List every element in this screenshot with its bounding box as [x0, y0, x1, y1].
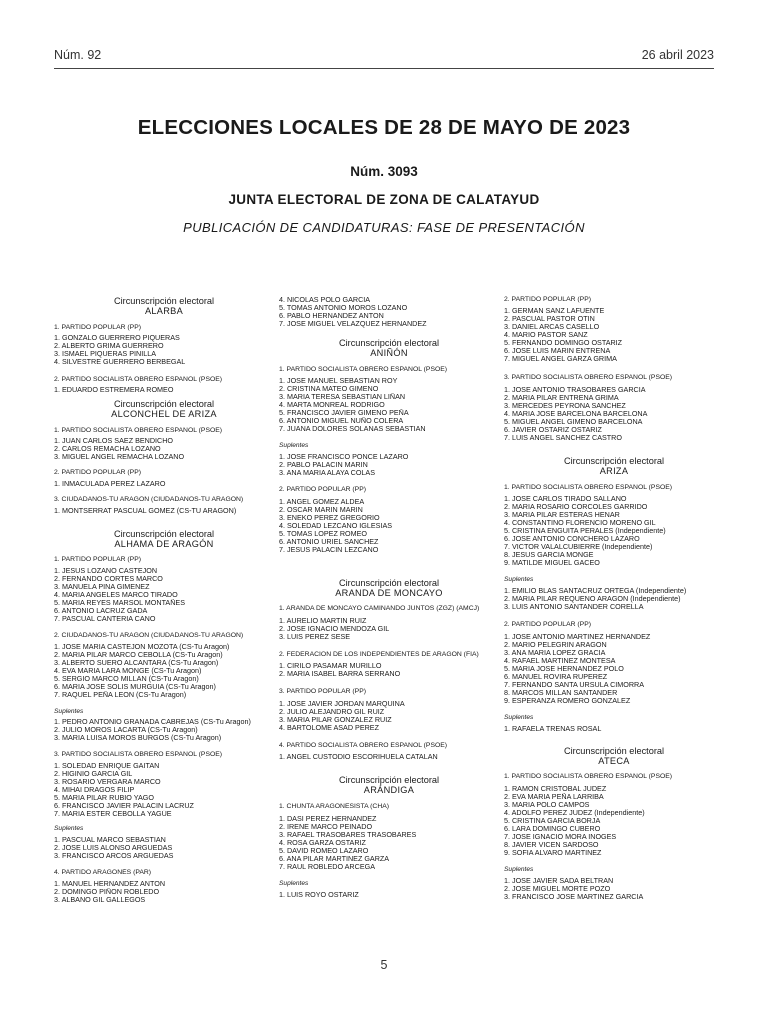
candidate-item: 3. FRANCISCO JOSE MARTINEZ GARCIA	[504, 893, 644, 901]
circunscripcion-label: Circunscripción electoral	[338, 578, 440, 588]
party-name: 2. FEDERACION DE LOS INDEPENDIENTES DE ARAGÓN (FIA)	[279, 651, 479, 658]
candidate-item: 5. FRANCISCO JAVIER GIMENO PEÑA	[279, 409, 409, 417]
candidate-item: 1. JOSE MARIA CASTEJON MOZOTA (CS-Tu Aragon)	[54, 643, 230, 651]
candidate-item: 2. MARIA ISABEL BARRA SERRANO	[279, 670, 401, 678]
party-name: 1. PARTIDO POPULAR (PP)	[54, 324, 141, 331]
candidate-item: 1. GONZALO GUERRERO PIQUERAS	[54, 334, 180, 342]
candidate-item: 3. MARIA PILAR ESTERAS HENAR	[504, 511, 620, 519]
municipality-name: ALCONCHEL DE ARIZA	[111, 409, 217, 419]
candidate-item: 3. MARIA PILAR GONZALEZ RUIZ	[279, 716, 392, 724]
candidate-item: 2. OSCAR MARIN MARIN	[279, 506, 363, 514]
candidate-item: 7. JESUS PALACIN LEZCANO	[279, 546, 379, 554]
candidate-item: 4. RAFAEL MARTINEZ MONTESA	[504, 657, 616, 665]
circunscripcion-heading	[54, 529, 274, 549]
candidate-item: 8. JESUS GARCIA MONGE	[504, 551, 594, 559]
candidate-item: 7. LUIS ANGEL SANCHEZ CASTRO	[504, 434, 622, 442]
candidate-item: 9. MATILDE MIGUEL GACEO	[504, 559, 600, 567]
party-name: 1. PARTIDO SOCIALISTA OBRERO ESPAÑOL (PSOE)	[504, 773, 673, 780]
candidate-item: 2. MARIO PELEGRIN ARAGON	[504, 641, 607, 649]
municipality-name: ARANDA DE MONCAYO	[335, 588, 443, 598]
circunscripcion-label: Circunscripción electoral	[113, 529, 215, 539]
candidate-item: 3. ROSARIO VERGARA MARCO	[54, 778, 161, 786]
candidate-item: 3. MERCEDES PEYRONA SANCHEZ	[504, 402, 626, 410]
page-number: 5	[380, 958, 388, 972]
candidate-item: 6. JAVIER OSTARIZ OSTARIZ	[504, 426, 602, 434]
candidate-item: 2. MARIA PILAR MARCO CEBOLLA (CS-Tu Aragon)	[54, 651, 223, 659]
party-name: 3. PARTIDO POPULAR (PP)	[279, 688, 366, 695]
candidate-item: 1. JOSE ANTONIO MARTINEZ HERNANDEZ	[504, 633, 651, 641]
candidate-item: 4. SOLEDAD LEZCANO IGLESIAS	[279, 522, 393, 530]
suplentes-label: Suplentes	[504, 576, 534, 583]
candidate-item: 1. EMILIO BLAS SANTACRUZ ORTEGA (Independiente)	[504, 587, 687, 595]
party-name: 4. PARTIDO ARAGONÉS (PAR)	[54, 869, 152, 876]
candidate-item: 5. TOMAS ANTONIO MOROS LOZANO	[279, 304, 408, 312]
party-name: 1. PARTIDO SOCIALISTA OBRERO ESPAÑOL (PSOE)	[504, 484, 673, 491]
candidate-item: 2. CARLOS REMACHA LOZANO	[54, 445, 161, 453]
party-name: 3. PARTIDO SOCIALISTA OBRERO ESPAÑOL (PSOE)	[54, 751, 223, 758]
circunscripcion-label: Circunscripción electoral	[563, 456, 665, 466]
party-name: 2. PARTIDO POPULAR (PP)	[279, 486, 366, 493]
candidate-item: 7. JOSE MIGUEL VELAZQUEZ HERNANDEZ	[279, 320, 427, 328]
candidate-item: 5. DAVID ROMEO LAZARO	[279, 847, 369, 855]
candidate-item: 5. TOMAS LOPEZ ROMEO	[279, 530, 368, 538]
candidate-item: 4. BARTOLOME ASAD PEREZ	[279, 724, 379, 732]
party-name: 2. PARTIDO POPULAR (PP)	[504, 296, 591, 303]
candidate-item: 1. ANGEL GOMEZ ALDEA	[279, 498, 365, 506]
candidate-item: 1. AURELIO MARTIN RUIZ	[279, 617, 367, 625]
municipality-name: ALHAMA DE ARAGÓN	[114, 539, 214, 549]
candidate-item: 3. LUIS PEREZ SESE	[279, 633, 351, 641]
publication-subtitle: PUBLICACIÓN DE CANDIDATURAS: FASE DE PRESENTACIÓN	[183, 220, 585, 235]
candidate-item: 1. GERMAN SANZ LAFUENTE	[504, 307, 605, 315]
candidate-item: 1. JOSE FRANCISCO PONCE LAZARO	[279, 453, 409, 461]
candidate-item: 2. JOSE IGNACIO MENDOZA GIL	[279, 625, 390, 633]
candidate-item: 8. MARCOS MILLAN SANTANDER	[504, 689, 618, 697]
candidate-item: 2. MARIA PILAR REQUENO ARAGON (Independiente)	[504, 595, 681, 603]
candidate-item: 1. EDUARDO ESTREMERA ROMEO	[54, 386, 174, 394]
candidate-item: 2. JOSE MIGUEL MORTE POZO	[504, 885, 611, 893]
circunscripcion-label: Circunscripción electoral	[563, 746, 665, 756]
candidate-item: 3. DANIEL ARCAS CASELLO	[504, 323, 600, 331]
document-title: ELECCIONES LOCALES DE 28 DE MAYO DE 2023	[137, 116, 631, 139]
candidate-item: 5. CRISTINA ENGUITA PERALES (Independiente)	[504, 527, 666, 535]
candidate-item: 2. PABLO PALACIN MARIN	[279, 461, 368, 469]
circunscripcion-label: Circunscripción electoral	[338, 775, 440, 785]
candidate-item: 4. CONSTANTINO FLORENCIO MORENO GIL	[504, 519, 656, 527]
circunscripcion-heading	[279, 775, 499, 795]
candidate-item: 1. MONTSERRAT PASCUAL GOMEZ (CS-TU ARAGON)	[54, 507, 237, 515]
municipality-name: ATECA	[598, 756, 630, 766]
party-name: 1. PARTIDO POPULAR (PP)	[54, 556, 141, 563]
candidate-item: 3. ALBANO GIL GALLEGOS	[54, 896, 146, 904]
party-name: 2. PARTIDO SOCIALISTA OBRERO ESPAÑOL (PSOE)	[54, 376, 223, 383]
circunscripcion-heading	[504, 746, 724, 766]
candidate-item: 5. MARIA PILAR RUBIO YAGO	[54, 794, 154, 802]
candidate-item: 4. EVA MARIA LARA MONGE (CS-Tu Aragon)	[54, 667, 202, 675]
candidate-item: 5. SERGIO MARCO MILLAN (CS-Tu Aragon)	[54, 675, 199, 683]
candidate-item: 6. ANTONIO LACRUZ GADA	[54, 607, 148, 615]
candidate-item: 2. PASCUAL PASTOR OTIN	[504, 315, 595, 323]
candidate-item: 1. PEDRO ANTONIO GRANADA CABREJAS (CS-Tu Aragon)	[54, 718, 251, 726]
candidate-item: 5. CRISTINA GARCIA BORJA	[504, 817, 601, 825]
document-number: Núm. 3093	[350, 164, 418, 179]
junta-heading: JUNTA ELECTORAL DE ZONA DE CALATAYUD	[228, 192, 540, 207]
header-divider	[54, 68, 714, 69]
circunscripcion-heading	[54, 399, 274, 419]
candidate-item: 2. MARIA PILAR ENTRENA GRIMA	[504, 394, 619, 402]
candidate-item: 3. ALBERTO SUERO ALCANTARA (CS-Tu Aragon)	[54, 659, 219, 667]
candidate-item: 8. JAVIER VICEN SARDOSO	[504, 841, 599, 849]
candidate-item: 6. JOSE LUIS MARIN ENTRENA	[504, 347, 611, 355]
candidate-item: 2. CRISTINA MATEO GIMENO	[279, 385, 379, 393]
party-name: 1. ARANDA DE MONCAYO CAMINANDO JUNTOS (ZGZ) (AMCJ)	[279, 605, 480, 612]
candidate-item: 2. MARIA ROSARIO CORCOLES GARRIDO	[504, 503, 648, 511]
candidate-item: 5. MARIA JOSE HERNANDEZ POLO	[504, 665, 624, 673]
candidate-item: 1. JOSE MANUEL SEBASTIAN ROY	[279, 377, 398, 385]
suplentes-label: Suplentes	[54, 708, 84, 715]
candidate-item: 1. JOSE CARLOS TIRADO SALLANO	[504, 495, 627, 503]
candidate-item: 1. CIRILO PASAMAR MURILLO	[279, 662, 382, 670]
candidate-item: 4. MARTA MONREAL RODRIGO	[279, 401, 385, 409]
candidate-item: 2. HIGINIO GARCIA GIL	[54, 770, 133, 778]
candidate-item: 6. LARA DOMINGO CUBERO	[504, 825, 601, 833]
suplentes-label: Suplentes	[279, 442, 309, 449]
candidate-item: 3. MANUELA PINA GIMENEZ	[54, 583, 150, 591]
candidate-item: 3. ISMAEL PIQUERAS PINILLA	[54, 350, 156, 358]
candidate-item: 1. RAMON CRISTOBAL JUDEZ	[504, 785, 607, 793]
candidate-item: 6. FRANCISCO JAVIER PALACIN LACRUZ	[54, 802, 194, 810]
candidate-item: 1. JUAN CARLOS SAEZ BENDICHO	[54, 437, 174, 445]
candidate-item: 6. ANA PILAR MARTINEZ GARZA	[279, 855, 390, 863]
party-name: 2. PARTIDO POPULAR (PP)	[504, 621, 591, 628]
candidate-item: 3. MARIA TERESA SEBASTIAN LIÑAN	[279, 393, 406, 401]
circunscripcion-label: Circunscripción electoral	[113, 296, 215, 306]
candidate-item: 1. JOSE JAVIER JORDAN MARQUINA	[279, 700, 405, 708]
header-number: Núm. 92	[54, 48, 102, 62]
party-name: 3. PARTIDO SOCIALISTA OBRERO ESPAÑOL (PSOE)	[504, 374, 673, 381]
suplentes-label: Suplentes	[54, 825, 84, 832]
candidate-item: 3. MARIA LUISA MOROS BURGOS (CS-Tu Aragon)	[54, 734, 222, 742]
suplentes-label: Suplentes	[504, 714, 534, 721]
candidate-item: 2. EVA MARIA PEÑA LARRIBA	[504, 793, 604, 801]
candidate-item: 4. MARIO PASTOR SANZ	[504, 331, 588, 339]
candidate-item: 4. MARIA JOSE BARCELONA BARCELONA	[504, 410, 648, 418]
party-name: 2. PARTIDO POPULAR (PP)	[54, 469, 141, 476]
candidate-item: 1. LUIS ROYO OSTARIZ	[279, 891, 359, 899]
party-name: 2. CIUDADANOS-TÚ ARAGÓN (CIUDADANOS-TÚ ARAGÓN)	[54, 632, 244, 639]
party-name: 3. CIUDADANOS-TÚ ARAGÓN (CIUDADANOS-TÚ ARAGÓN)	[54, 496, 244, 503]
candidate-item: 7. VICTOR VALALCUBIERRE (Independiente)	[504, 543, 653, 551]
candidate-item: 6. ANTONIO MIGUEL NUÑO COLERA	[279, 417, 404, 425]
candidate-item: 1. RAFAELA TRENAS ROSAL	[504, 725, 602, 733]
candidate-item: 3. LUIS ANTONIO SANTANDER CORELLA	[504, 603, 644, 611]
suplentes-label: Suplentes	[279, 880, 309, 887]
party-name: 1. PARTIDO SOCIALISTA OBRERO ESPAÑOL (PSOE)	[279, 366, 448, 373]
party-name: 1. PARTIDO SOCIALISTA OBRERO ESPAÑOL (PSOE)	[54, 427, 223, 434]
candidate-item: 1. MANUEL HERNANDEZ ANTON	[54, 880, 166, 888]
candidate-item: 5. MIGUEL ANGEL GIMENO BARCELONA	[504, 418, 643, 426]
candidate-item: 4. ADOLFO PEREZ JUDEZ (Independiente)	[504, 809, 645, 817]
candidate-item: 6. MANUEL ROVIRA RUPEREZ	[504, 673, 608, 681]
candidate-item: 2. FERNANDO CORTES MARCO	[54, 575, 163, 583]
candidate-item: 5. MARIA REYES MARSOL MONTAÑES	[54, 599, 185, 607]
candidate-item: 9. SOFIA ALVARO MARTINEZ	[504, 849, 602, 857]
party-name: 4. PARTIDO SOCIALISTA OBRERO ESPAÑOL (PSOE)	[279, 742, 448, 749]
candidate-item: 3. MARIA POLO CAMPOS	[504, 801, 590, 809]
candidate-item: 6. ANTONIO URIEL SANCHEZ	[279, 538, 379, 546]
candidate-item: 2. IRENE MARCO PEINADO	[279, 823, 373, 831]
candidate-item: 1. JESUS LOZANO CASTEJON	[54, 567, 158, 575]
candidate-item: 2. JOSE LUIS ALONSO ARGUEDAS	[54, 844, 173, 852]
candidate-item: 7. MIGUEL ANGEL GARZA GRIMA	[504, 355, 617, 363]
candidate-item: 7. PASCUAL CANTERIA CANO	[54, 615, 156, 623]
candidate-item: 7. MARIA ESTER CEBOLLA YAGÜE	[54, 810, 172, 818]
candidate-item: 7. JOSE IGNACIO MORA INOGES	[504, 833, 617, 841]
suplentes-label: Suplentes	[504, 866, 534, 873]
candidate-item: 3. ENEKO PEREZ GREGORIO	[279, 514, 380, 522]
candidate-item: 4. SILVESTRE GUERRERO BERBEGAL	[54, 358, 186, 366]
municipality-name: ALARBA	[144, 306, 184, 316]
municipality-name: ARIZA	[599, 466, 629, 476]
municipality-name: ANIÑÓN	[370, 348, 408, 358]
circunscripcion-heading	[54, 296, 274, 316]
candidate-item: 1. JOSE JAVIER SADA BELTRAN	[504, 877, 614, 885]
candidate-item: 1. INMACULADA PEREZ LAZARO	[54, 480, 166, 488]
candidate-item: 3. ANA MARIA LOPEZ GRACIA	[504, 649, 606, 657]
candidate-item: 1. SOLEDAD ENRIQUE GAITAN	[54, 762, 160, 770]
candidate-item: 7. RAUL ROBLEDO ARCEGA	[279, 863, 375, 871]
candidate-item: 3. MIGUEL ANGEL REMACHA LOZANO	[54, 453, 185, 461]
candidate-item: 4. NICOLAS POLO GARCIA	[279, 296, 371, 304]
candidate-item: 2. ALBERTO GRIMA GUERRERO	[54, 342, 164, 350]
candidate-item: 5. FERNANDO DOMINGO OSTARIZ	[504, 339, 623, 347]
candidate-item: 7. RAQUEL PEÑA LEON (CS-Tu Aragon)	[54, 691, 187, 699]
candidate-item: 3. ANA MARIA ALAYA COLAS	[279, 469, 376, 477]
candidate-item: 1. DASI PEREZ HERNANDEZ	[279, 815, 377, 823]
circunscripcion-heading	[279, 578, 499, 598]
candidate-item: 4. ROSA GARZA OSTARIZ	[279, 839, 366, 847]
header-date: 26 abril 2023	[641, 48, 714, 62]
candidate-item: 1. ANGEL CUSTODIO ESCORIHUELA CATALAN	[279, 753, 438, 761]
candidate-item: 3. RAFAEL TRASOBARES TRASOBARES	[279, 831, 417, 839]
candidate-item: 4. MARIA ANGELES MARCO TIRADO	[54, 591, 178, 599]
candidate-item: 3. FRANCISCO ARCOS ARGUEDAS	[54, 852, 174, 860]
candidate-item: 7. FERNANDO SANTA URSULA CIMORRA	[504, 681, 645, 689]
municipality-name: ARÁNDIGA	[363, 785, 415, 795]
circunscripcion-label: Circunscripción electoral	[338, 338, 440, 348]
candidate-item: 2. JULIO MOROS LACARTA (CS-Tu Aragon)	[54, 726, 198, 734]
circunscripcion-heading	[279, 338, 499, 358]
candidate-item: 2. JULIO ALEJANDRO GIL RUIZ	[279, 708, 385, 716]
candidate-item: 6. MARIA JOSE SOLIS MURGUIA (CS-Tu Aragon)	[54, 683, 216, 691]
candidate-item: 1. PASCUAL MARCO SEBASTIAN	[54, 836, 166, 844]
candidate-item: 4. MIHAI DRAGOS FILIP	[54, 786, 135, 794]
candidate-item: 9. ESPERANZA ROMERO GONZALEZ	[504, 697, 631, 705]
candidate-item: 6. PABLO HERNANDEZ ANTON	[279, 312, 384, 320]
circunscripcion-label: Circunscripción electoral	[113, 399, 215, 409]
party-name: 1. CHUNTA ARAGONESISTA (CHA)	[279, 803, 390, 810]
candidate-item: 2. DOMINGO PIÑON ROBLEDO	[54, 888, 160, 896]
candidate-item: 6. JOSE ANTONIO CONCHERO LAZARO	[504, 535, 640, 543]
circunscripcion-heading	[504, 456, 724, 476]
candidate-item: 7. JUANA DOLORES SOLANAS SEBASTIAN	[279, 425, 426, 433]
candidate-item: 1. JOSE ANTONIO TRASOBARES GARCIA	[504, 386, 646, 394]
